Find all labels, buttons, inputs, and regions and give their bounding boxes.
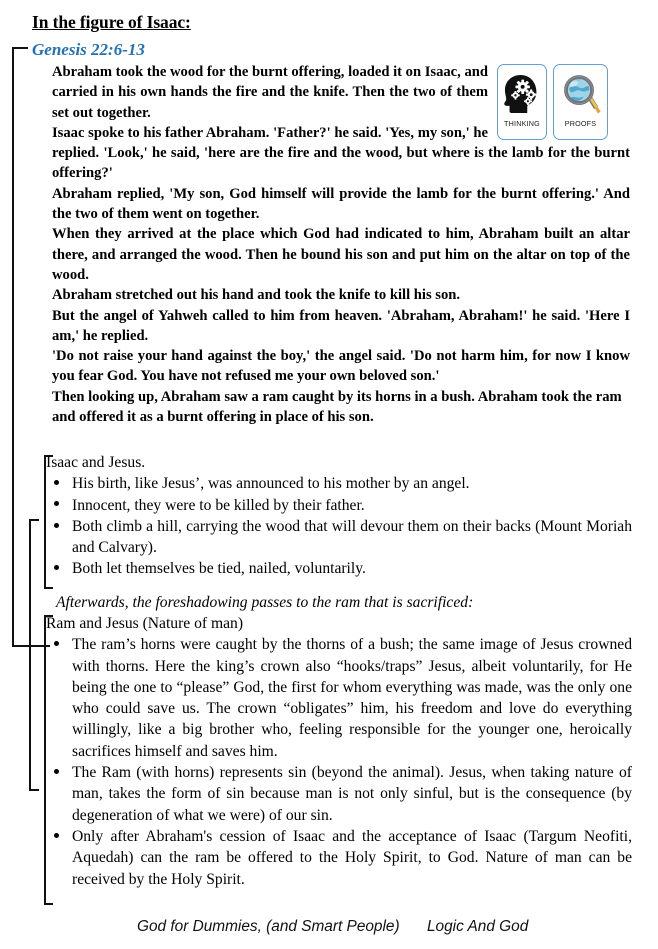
bullet-dot-icon xyxy=(54,501,59,506)
thinking-badge[interactable] xyxy=(497,64,547,140)
bracket-isaac-bottom xyxy=(44,587,53,589)
list-item xyxy=(46,762,632,826)
scripture-paragraph: Isaac spoke to his father Abraham. 'Father?' he said. 'Yes, my son,' he replied. 'Look,' he said, 'here are the fire and the wood, but where is the lamb for the burnt offering?' xyxy=(52,124,630,182)
scripture-paragraph: But the angel of Yahweh called to him from heaven. 'Abraham, Abraham!' he said. 'Here I am,' he replied. xyxy=(52,307,630,344)
bullet-dot-icon xyxy=(54,565,59,570)
bracket-outer-spine xyxy=(12,47,14,647)
isaac-section-lead: Isaac and Jesus. xyxy=(46,454,146,471)
scripture-paragraph: When they arrived at the place which God had indicated to him, Abraham built an altar there, and arranged the wood. Then he bound his son and put him on the altar on top of the wood. xyxy=(52,226,630,283)
list-item xyxy=(46,495,632,516)
bullet-dot-icon xyxy=(54,641,59,646)
afterwards-note: Afterwards, the foreshadowing passes to the ram that is sacrificed: xyxy=(56,594,474,611)
list-item-text: The ram’s horns were caught by the thorns of a bush; the same image of Jesus crowned with thorns. Here the king’s crown also “hooks/traps” Jesus, albeit voluntarily, for He being the one to “please” God, the first for whom everything was made, was the only one who could save us. The crown “obligates” him, his freedom and love do everything willingly, like a big brother who, feeling responsible for the younger one, heroically sacrifices himself and saves him. xyxy=(72,636,632,760)
magnifying-glass-globe-icon xyxy=(560,69,602,119)
page-title: In the figure of Isaac: xyxy=(32,12,191,32)
list-item xyxy=(46,826,632,890)
list-item-text: Both climb a hill, carrying the wood that will devour them on their backs (Mount Moriah and Calvary). xyxy=(72,517,632,557)
list-item-text: Both let themselves be tied, nailed, voluntarily. xyxy=(72,560,366,578)
bullet-dot-icon xyxy=(54,769,59,774)
bullet-dot-icon xyxy=(54,480,59,485)
list-item xyxy=(46,516,632,559)
scripture-paragraph: Abraham replied, 'My son, God himself will provide the lamb for the burnt offering.' And the two of them went on together. xyxy=(52,185,630,223)
list-item xyxy=(46,634,632,762)
isaac-and-jesus-section xyxy=(46,452,632,580)
afterwards-note-wrapper xyxy=(46,592,632,613)
thinking-head-gears-icon xyxy=(501,69,543,119)
scripture-reference: Genesis 22:6-13 xyxy=(32,40,145,59)
proofs-badge[interactable] xyxy=(553,64,608,140)
proofs-badge-caption: PROOFS xyxy=(564,119,597,128)
list-item-text: The Ram (with horns) represents sin (beyond the animal). Jesus, when taking nature of man, takes the form of sin because man is not only sinful, but is the consequence (by degeneration of what we were) of our sin. xyxy=(72,764,632,824)
bullet-dot-icon xyxy=(54,833,59,838)
ram-and-jesus-section xyxy=(46,613,632,890)
bracket-ram-bottom xyxy=(44,903,53,905)
bracket-middle-spine xyxy=(29,519,31,791)
scripture-paragraph: Abraham took the wood for the burnt offering, loaded it on Isaac, and carried in his own hands the fire and the knife. Then the two of them set out together. xyxy=(52,64,488,121)
list-item-text: Only after Abraham's cession of Isaac and the acceptance of Isaac (Targum Neofiti, Aquedah) can the ram be offered to the Holy Spirit, to God. Nature of man can be received by the Holy Spirit. xyxy=(72,827,632,888)
list-item xyxy=(46,473,632,494)
list-item-text: Innocent, they were to be killed by their father. xyxy=(72,496,365,514)
footer-book-title: God for Dummies, (and Smart People) xyxy=(137,918,400,935)
list-item xyxy=(46,558,632,579)
ram-section-lead: Ram and Jesus (Nature of man) xyxy=(46,615,244,632)
bullet-dot-icon xyxy=(54,523,59,528)
scripture-paragraph: Abraham stretched out his hand and took the knife to kill his son. xyxy=(52,287,461,304)
scripture-paragraph: Then looking up, Abraham saw a ram caught by its horns in a bush. Abraham took the ram and offered it as a burnt offering in place of his son. xyxy=(52,388,622,426)
scripture-paragraph: 'Do not raise your hand against the boy,' the angel said. 'Do not harm him, for now I know you fear God. You have not refused me your own beloved son.' xyxy=(52,348,630,385)
footer-section-title: Logic And God xyxy=(427,918,529,935)
thinking-badge-caption: THINKING xyxy=(504,119,540,128)
bracket-middle-bottom xyxy=(29,789,39,791)
list-item-text: His birth, like Jesus’, was announced to his mother by an angel. xyxy=(72,475,470,493)
bracket-outer-top xyxy=(12,47,28,49)
